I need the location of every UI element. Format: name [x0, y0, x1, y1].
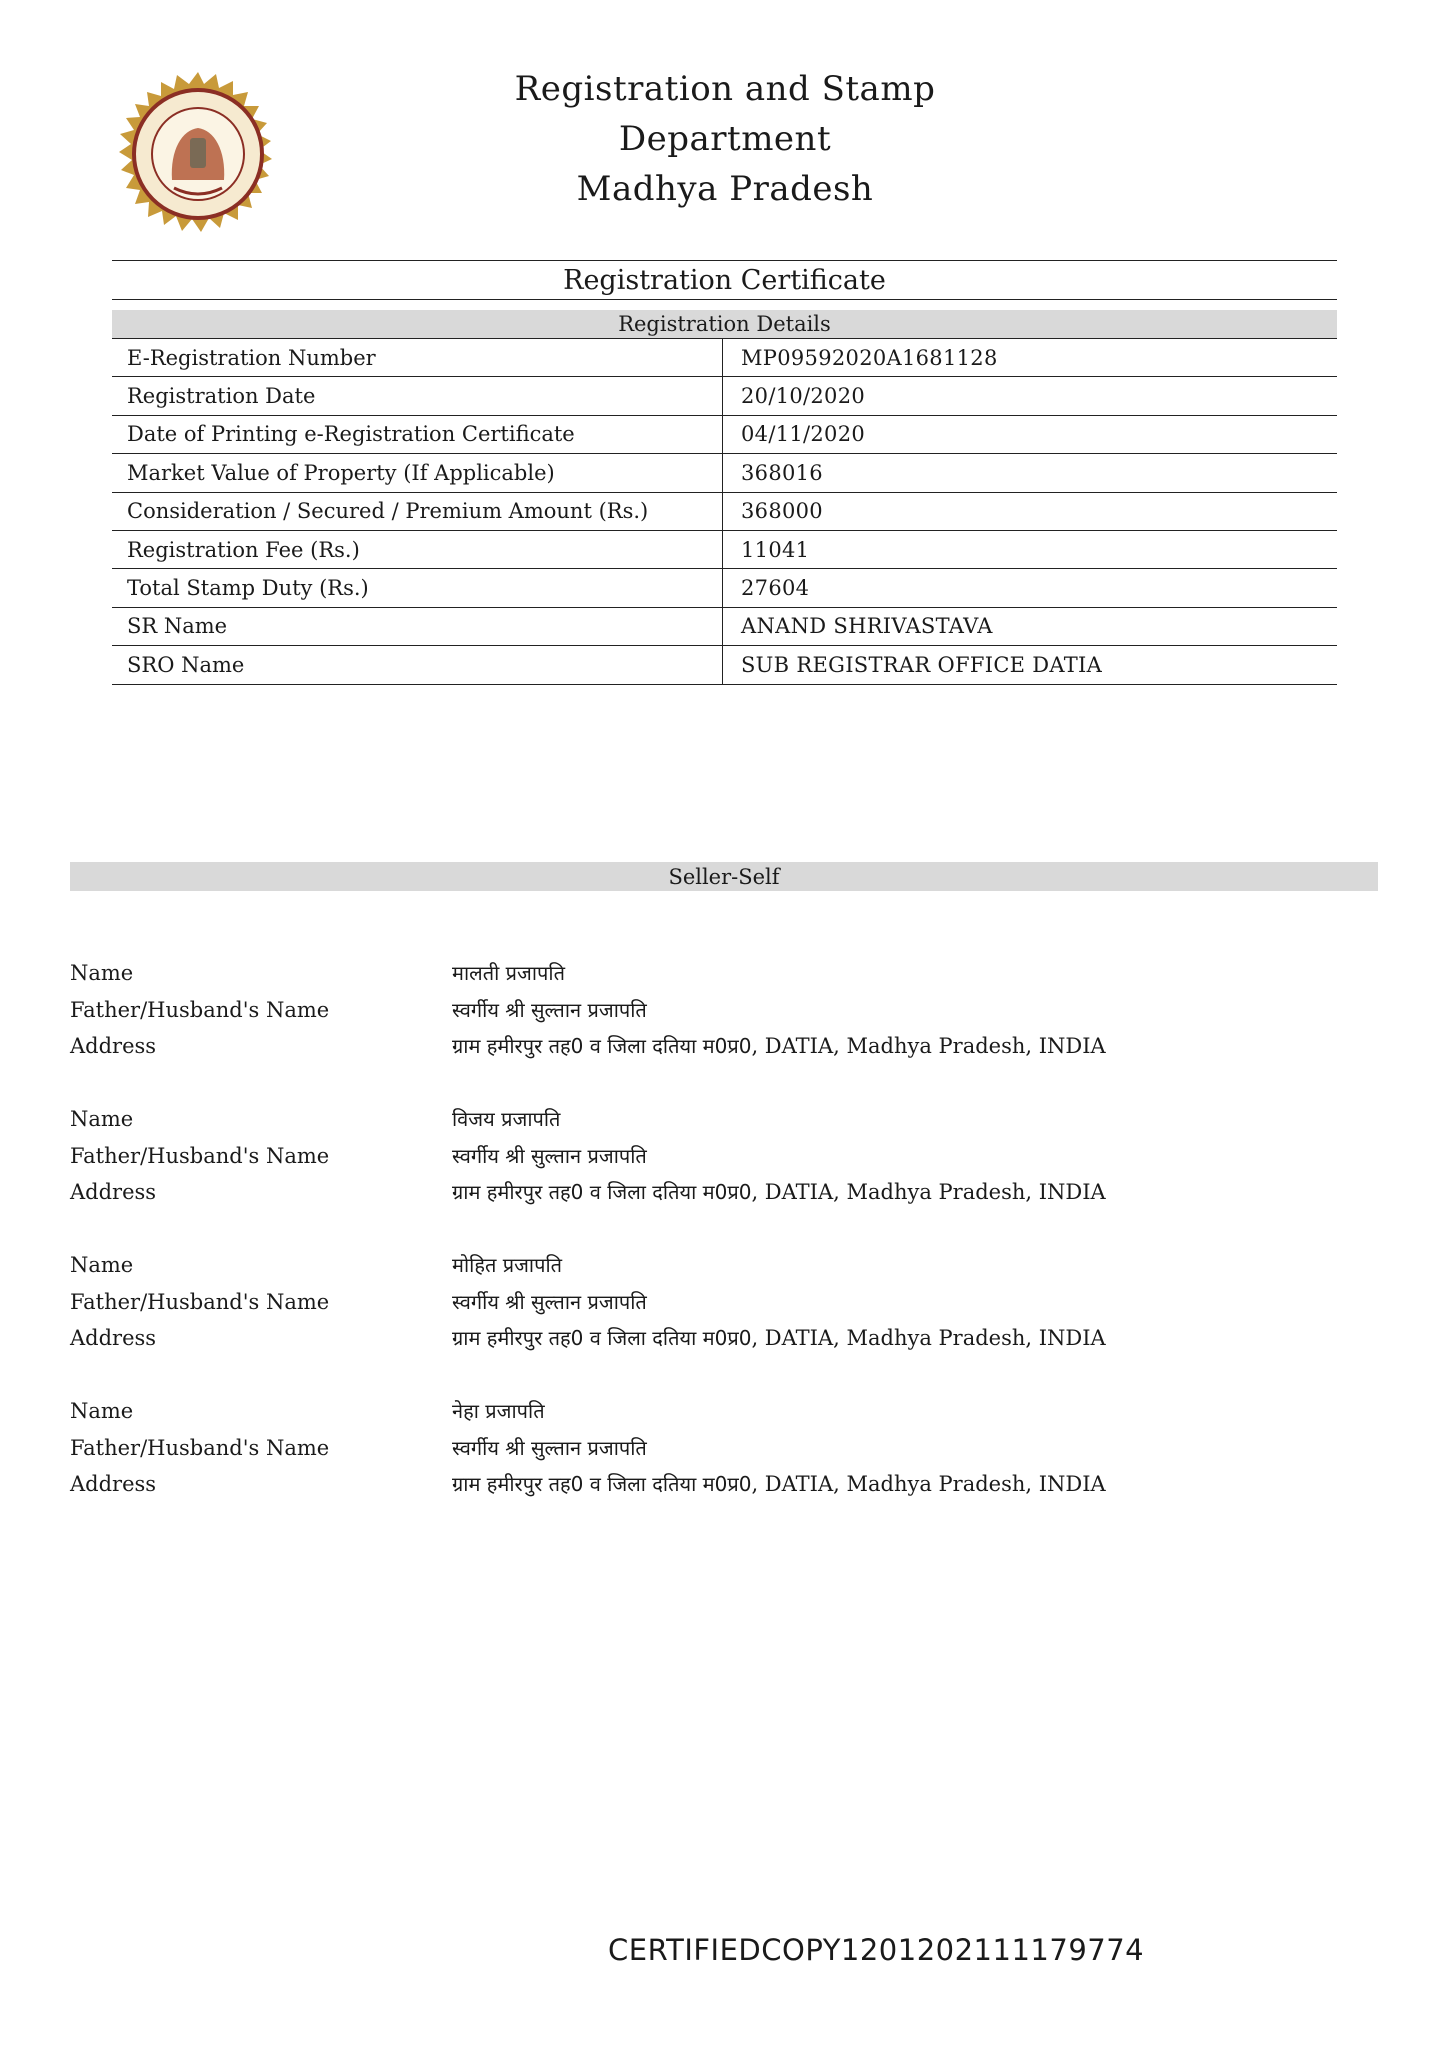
name-label: Name [70, 961, 134, 985]
row-value: 20/10/2020 [723, 377, 1338, 415]
seller-address [452, 1174, 1106, 1211]
address-hindi: ग्राम हमीरपुर तह0 व जिला दतिया म0प्र0 [452, 1472, 752, 1496]
row-value: 368000 [723, 492, 1338, 530]
seller-father-name: स्वर्गीय श्री सुल्तान प्रजापति [452, 1289, 647, 1314]
table-row [112, 454, 1337, 492]
row-label: Market Value of Property (If Applicable) [112, 454, 723, 492]
row-label: Date of Printing e-Registration Certificate [112, 415, 723, 453]
name-label: Name [70, 1107, 134, 1131]
department-title: Registration and Stamp Department [514, 69, 936, 159]
seller-record [70, 1101, 1370, 1211]
address-english: , DATIA, Madhya Pradesh, INDIA [751, 1472, 1106, 1496]
table-row [112, 339, 1337, 377]
mp-state-emblem [112, 70, 284, 242]
title-rule [112, 299, 1337, 300]
seller-name: नेहा प्रजापति [452, 1399, 545, 1423]
row-value: 27604 [723, 569, 1338, 607]
seller-address [452, 1466, 1106, 1503]
father-label: Father/Husband's Name [70, 997, 330, 1022]
emblem-lion-capital [190, 138, 206, 168]
row-label: Registration Fee (Rs.) [112, 530, 723, 568]
row-value: 11041 [723, 530, 1338, 568]
row-label: SR Name [112, 607, 723, 645]
address-english: , DATIA, Madhya Pradesh, INDIA [751, 1326, 1106, 1350]
row-value: ANAND SHRIVASTAVA [723, 607, 1338, 645]
address-hindi: ग्राम हमीरपुर तह0 व जिला दतिया म0प्र0 [452, 1326, 752, 1350]
table-row [112, 569, 1337, 607]
table-row [112, 377, 1337, 415]
table-row [112, 607, 1337, 645]
certificate-title: Registration Certificate [563, 265, 886, 296]
seller-address [452, 1320, 1106, 1357]
document-header [430, 64, 1020, 214]
seller-name: विजय प्रजापति [452, 1107, 561, 1131]
table-row [112, 530, 1337, 568]
certified-copy-number: CERTIFIEDCOPY1201202111179774 [608, 1933, 1145, 1967]
address-label: Address [70, 1034, 157, 1058]
address-english: , DATIA, Madhya Pradesh, INDIA [751, 1180, 1106, 1204]
row-label: Registration Date [112, 377, 723, 415]
certificate-block [112, 260, 1337, 685]
seller-father-name: स्वर्गीय श्री सुल्तान प्रजापति [452, 1435, 647, 1460]
seller-name: मोहित प्रजापति [452, 1253, 563, 1277]
seller-address [452, 1028, 1106, 1065]
row-value: 04/11/2020 [723, 415, 1338, 453]
address-label: Address [70, 1472, 157, 1496]
address-hindi: ग्राम हमीरपुर तह0 व जिला दतिया म0प्र0 [452, 1180, 752, 1204]
table-row [112, 492, 1337, 530]
table-row [112, 646, 1337, 684]
seller-record [70, 1393, 1370, 1503]
table-row [112, 415, 1337, 453]
address-label: Address [70, 1326, 157, 1350]
address-hindi: ग्राम हमीरपुर तह0 व जिला दतिया म0प्र0 [452, 1034, 752, 1058]
row-label: Total Stamp Duty (Rs.) [112, 569, 723, 607]
father-label: Father/Husband's Name [70, 1143, 330, 1168]
row-label: E-Registration Number [112, 339, 723, 377]
row-label: SRO Name [112, 646, 723, 684]
state-title: Madhya Pradesh [576, 169, 874, 209]
seller-father-name: स्वर्गीय श्री सुल्तान प्रजापति [452, 1143, 647, 1168]
seller-name: मालती प्रजापति [452, 961, 565, 985]
seller-section-heading: Seller-Self [70, 862, 1378, 891]
father-label: Father/Husband's Name [70, 1435, 330, 1460]
seller-record [70, 1247, 1370, 1357]
seller-record [70, 955, 1370, 1065]
details-heading: Registration Details [112, 310, 1337, 338]
registration-details-table [112, 338, 1337, 685]
row-value: MP09592020A1681128 [723, 339, 1338, 377]
name-label: Name [70, 1253, 134, 1277]
row-label: Consideration / Secured / Premium Amount (Rs.) [112, 492, 723, 530]
row-value: 368016 [723, 454, 1338, 492]
row-value: SUB REGISTRAR OFFICE DATIA [723, 646, 1338, 684]
seller-father-name: स्वर्गीय श्री सुल्तान प्रजापति [452, 997, 647, 1022]
address-english: , DATIA, Madhya Pradesh, INDIA [751, 1034, 1106, 1058]
name-label: Name [70, 1399, 134, 1423]
address-label: Address [70, 1180, 157, 1204]
father-label: Father/Husband's Name [70, 1289, 330, 1314]
